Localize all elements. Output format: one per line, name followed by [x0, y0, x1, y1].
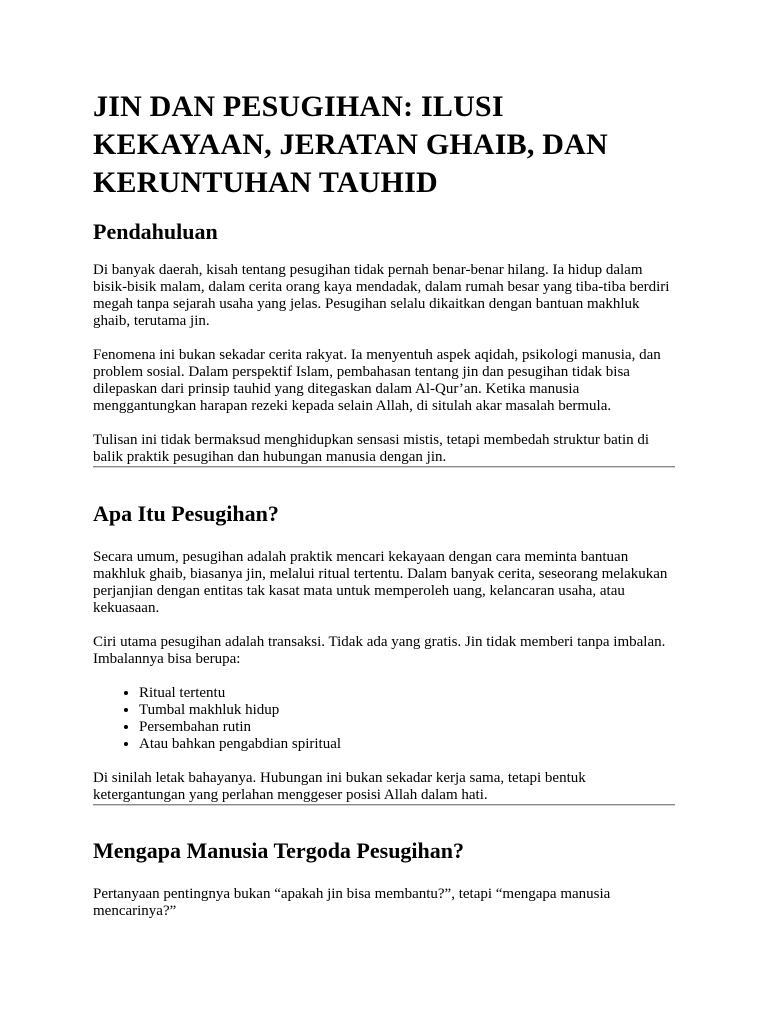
- document-page: [93, 88, 675, 920]
- list-item: • Persembahan rutin: [139, 719, 675, 736]
- document-title: JIN DAN PESUGIHAN: ILUSI KEKAYAAN, JERATAN GHAIB, DAN KERUNTUHAN TAUHID: [93, 90, 608, 199]
- bullet-list: [93, 685, 675, 753]
- paragraph: Fenomena ini bukan sekadar cerita rakyat. Ia menyentuh aspek aqidah, psikologi manusia, dan problem sosial. Dalam perspektif Islam, pembahasan tentang jin dan pesugihan tidak bisa dilepaskan dari prinsip tauhid yang ditegaskan dalam Al-Qur’an. Ketika manusia menggantungkan harapan rezeki kepada selain Allah, di situlah akar masalah bermula.: [93, 347, 661, 414]
- list-item: • Atau bahkan pengabdian spiritual: [139, 736, 675, 753]
- paragraph: Ciri utama pesugihan adalah transaksi. Tidak ada yang gratis. Jin tidak memberi tanpa imbalan. Imbalannya bisa berupa:: [93, 634, 666, 667]
- section-heading-mengapa-manusia-tergoda: Mengapa Manusia Tergoda Pesugihan?: [93, 838, 465, 863]
- paragraph: Di banyak daerah, kisah tentang pesugihan tidak pernah benar-benar hilang. Ia hidup dalam bisik-bisik malam, dalam cerita orang kaya mendadak, dalam rumah besar yang tiba-tiba berdiri megah tanpa sejarah usaha yang jelas. Pesugihan selalu dikaitkan dengan bantuan makhluk ghaib, terutama jin.: [93, 262, 670, 329]
- list-item: • Ritual tertentu: [139, 685, 675, 702]
- section-divider: [93, 466, 675, 468]
- list-item: • Tumbal makhluk hidup: [139, 702, 675, 719]
- section-heading-pendahuluan: Pendahuluan: [93, 219, 218, 244]
- paragraph: Di sinilah letak bahayanya. Hubungan ini bukan sekadar kerja sama, tetapi bentuk ketergantungan yang perlahan menggeser posisi Allah dalam hati.: [93, 770, 586, 803]
- section-divider: [93, 804, 675, 806]
- paragraph: Tulisan ini tidak bermaksud menghidupkan sensasi mistis, tetapi membedah struktur batin di balik praktik pesugihan dan hubungan manusia dengan jin.: [93, 432, 650, 465]
- paragraph: Pertanyaan pentingnya bukan “apakah jin bisa membantu?”, tetapi “mengapa manusia mencarinya?”: [93, 886, 611, 919]
- section-heading-apa-itu-pesugihan: Apa Itu Pesugihan?: [93, 501, 279, 526]
- paragraph: Secara umum, pesugihan adalah praktik mencari kekayaan dengan cara meminta bantuan makhluk ghaib, biasanya jin, melalui ritual tertentu. Dalam banyak cerita, seseorang melakukan perjanjian dengan entitas tak kasat mata untuk memperoleh uang, kelancaran usaha, atau kekuasaan.: [93, 549, 668, 616]
